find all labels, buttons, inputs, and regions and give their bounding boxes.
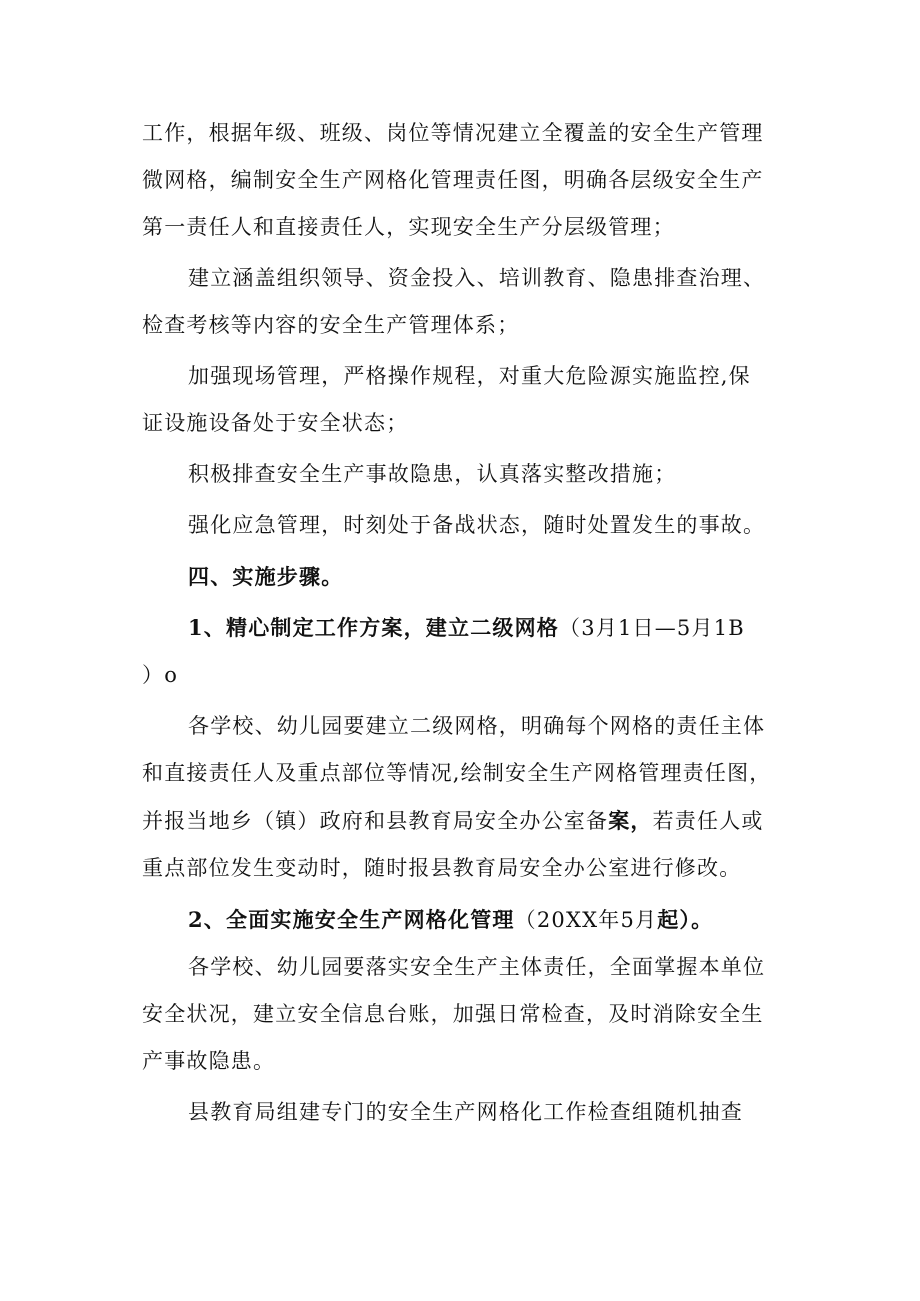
paragraph-3-line-2: 证设施设备处于安全状态； <box>142 411 409 435</box>
step-2-body-line-1: 各学校、幼儿园要落实安全生产主体责任，全面掌握本单位 <box>188 955 766 979</box>
step-1-body-line-3-post: 若责任人或 <box>652 809 764 833</box>
document-body <box>142 110 792 1136</box>
step-1-body-line-3-pre: 并报当地乡（镇）政府和县教育局安全办公室备 <box>142 809 609 833</box>
step-1-heading <box>142 604 792 652</box>
step-2-heading <box>142 896 792 944</box>
step-2-title-end: 起）。 <box>657 907 714 932</box>
final-paragraph-line-1: 县教育局组建专门的安全生产网格化工作检查组随机抽查 <box>188 1100 743 1124</box>
step-1-heading-line-2: ）o <box>142 663 179 687</box>
step-2-title: 2、全面实施安全生产网格化管理 <box>188 907 515 932</box>
paragraph-1-line-1: 工作，根据年级、班级、岗位等情况建立全覆盖的安全生产管理 <box>142 121 764 145</box>
paragraph-4-line-1: 积极排查安全生产事故隐患，认真落实整改措施； <box>188 462 677 486</box>
step-2-body-line-2: 安全状况，建立安全信息台账，加强日常检查，及时消除安全生 <box>142 1002 764 1026</box>
paragraph-1-line-2: 微网格，编制安全生产网格化管理责任图，明确各层级安全生产 <box>142 168 764 192</box>
step-1-body-line-1: 各学校、幼儿园要建立二级网格，明确每个网格的责任主体 <box>188 714 766 738</box>
paragraph-2-line-1: 建立涵盖组织领导、资金投入、培训教育、隐患排查治理、 <box>188 266 766 290</box>
paragraph-3-line-1: 加强现场管理，严格操作规程，对重大危险源实施监控,保 <box>188 364 751 388</box>
step-1-body-line-3 <box>142 797 792 845</box>
section-heading: 四、实施步骤。 <box>188 564 344 589</box>
paragraph-2-line-2: 检查考核等内容的安全生产管理体系； <box>142 313 520 337</box>
step-1-body-line-2: 和直接责任人及重点部位等情况,绘制安全生产网格管理责任图， <box>142 761 772 785</box>
step-1-title: 1、精心制定工作方案，建立二级网格 <box>188 615 560 640</box>
step-1-date-range: （3月1日—5月1B <box>559 616 745 640</box>
step-2-body-line-3: 产事故隐患。 <box>142 1049 276 1073</box>
paragraph-1-line-3: 第一责任人和直接责任人，实现安全生产分层级管理； <box>142 215 675 239</box>
step-1-body-line-4: 重点部位发生变动时，随时报县教育局安全办公室进行修改。 <box>142 856 742 880</box>
step-1-body-line-3-bold: 案， <box>608 808 653 833</box>
paragraph-5-line-1: 强化应急管理，时刻处于备战状态，随时处置发生的事故。 <box>188 513 766 537</box>
step-2-date: （20XX年5月 <box>514 908 658 932</box>
